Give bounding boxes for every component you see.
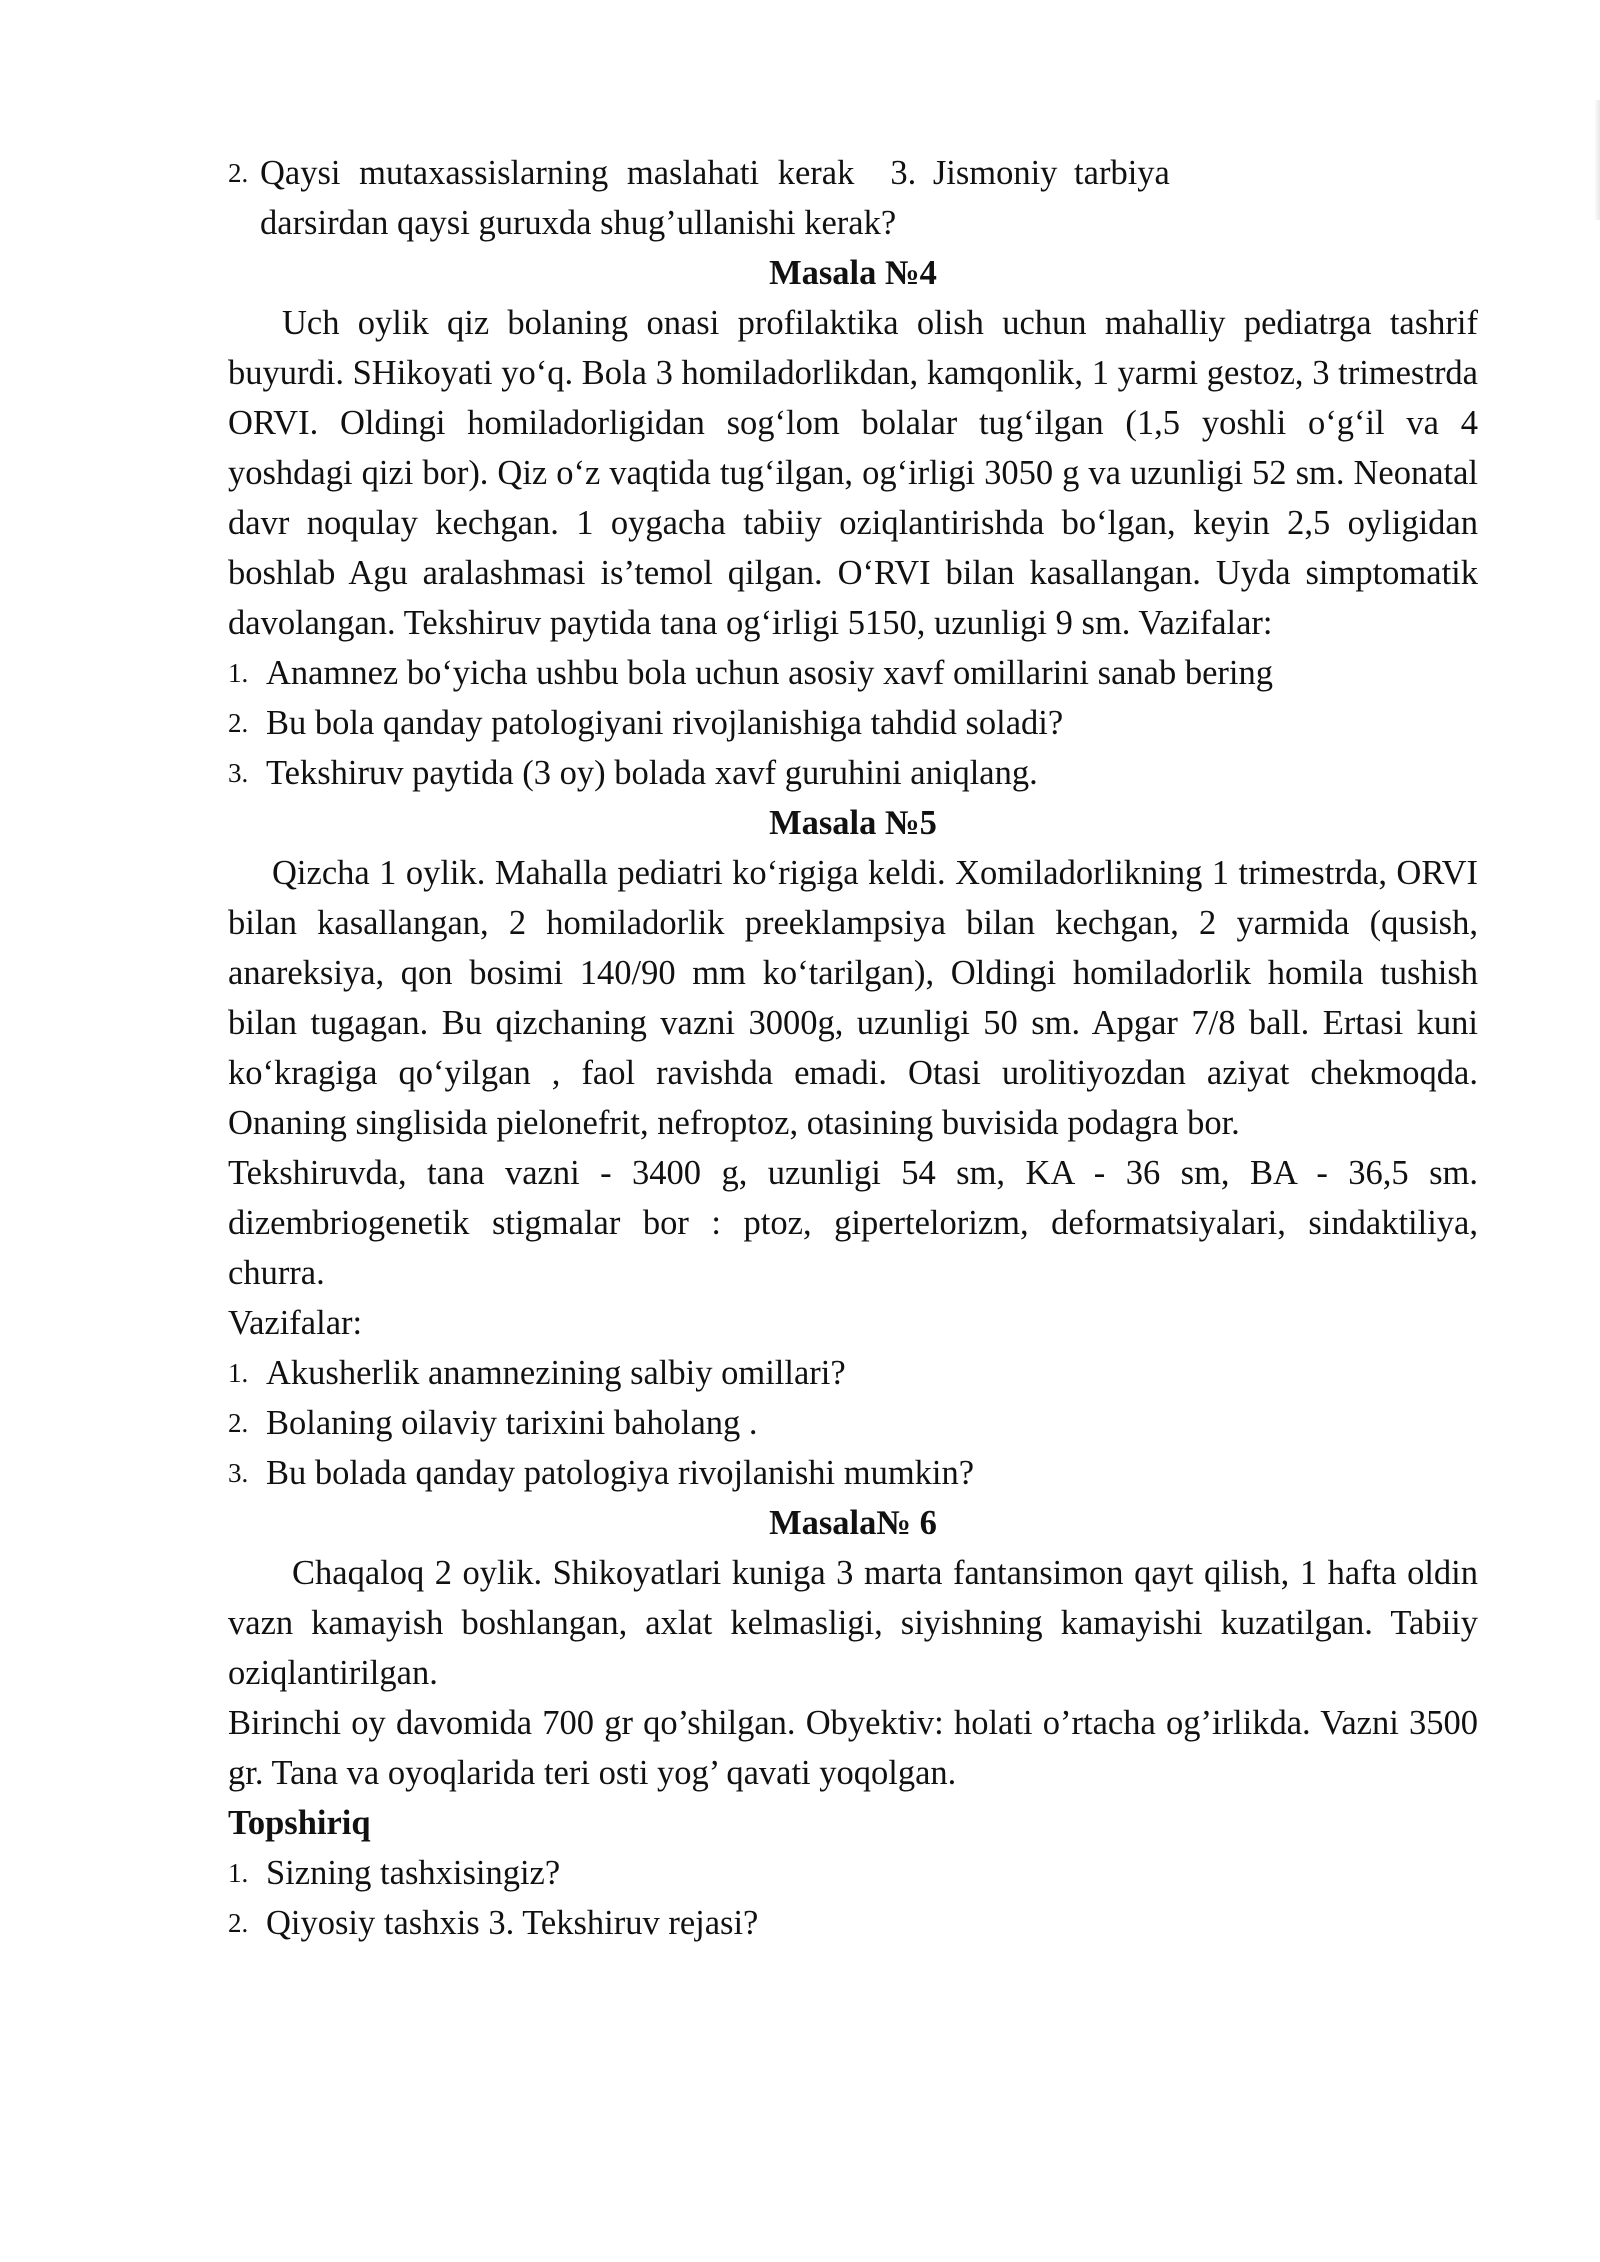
list-number: 2. [228,158,249,188]
list-item-text: Anamnez bo‘yicha ushbu bola uchun asosiy xavf omillarini sanab bering [266,654,1273,692]
list-number: 2. [228,708,249,738]
list-number: 1. [228,1858,249,1888]
list-item-text: Bolaning oilaviy tarixini baholang . [266,1404,758,1442]
list-item [228,1398,1478,1448]
list-number: 3. [228,1458,249,1488]
list-item-continuation: darsirdan qaysi guruxda shug’ullanishi kerak? [260,204,897,242]
list-item [228,1848,1478,1898]
list-number: 1. [228,658,249,688]
masala5-tasks-label: Vazifalar: [228,1304,363,1342]
masala5-body: Qizcha 1 oylik. Mahalla pediatri ko‘rigiga keldi. Xomiladorlikning 1 trimestrda, ORVI bilan kasallangan, 2 homiladorlik preeklampsiya bilan kechgan, 2 yarmida (qusish, anareksiya, qon bosimi 140/90 mm ko‘tarilgan), Oldingi homiladorlik homila tushish bilan tugagan. Bu qizchaning vazni 3000g, uzunligi 50 sm. Apgar 7/8 ball. Ertasi kuni ko‘kragiga qo‘yilgan , faol ravishda emadi. Otasi urolitiyozdan aziyat chekmoqda. Onaning singlisida pielonefrit, nefroptoz, otasining buvisida podagra bor. [228,854,1478,1142]
masala5-exam: Tekshiruvda, tana vazni - 3400 g, uzunligi 54 sm, KA - 36 sm, BA - 36,5 sm. dizembriogenetik stigmalar bor : ptoz, gipertelorizm, deformatsiyalari, sindaktiliya, churra. [228,1154,1478,1292]
document-body [228,148,1478,1948]
masala6-task-list [228,1848,1478,1948]
list-item [228,748,1478,798]
page-edge-shadow [1594,100,1600,220]
list-number: 2. [228,1908,249,1938]
list-number: 2. [228,1408,249,1438]
masala6-title: Masala№ 6 [769,1504,937,1542]
masala5-title: Masala №5 [769,804,937,842]
list-item-text: Qaysi mutaxassislarning maslahati kerak [260,154,855,192]
list-number: 3. [228,758,249,788]
list-item-text: Akusherlik anamnezining salbiy omillari? [266,1354,846,1392]
list-number: 1. [228,1358,249,1388]
list-item [228,1898,1478,1948]
masala6-body2: Birinchi oy davomida 700 gr qo’shilgan. Obyektiv: holati o’rtacha og’irlikda. Vazni 3500 gr. Tana va oyoqlarida teri osti yog’ qavati yoqolgan. [228,1704,1478,1792]
masala6-tasks-label: Topshiriq [228,1804,371,1842]
prev-task-item-2 [228,148,1478,198]
masala4-title: Masala №4 [769,254,937,292]
masala4-body: Uch oylik qiz bolaning onasi profilaktika olish uchun mahalliy pediatrga tashrif buyurdi. SHikoyati yo‘q. Bola 3 homiladorlikdan, kamqonlik, 1 yarmi gestoz, 3 trimestrda ORVI. Oldingi homiladorligidan sog‘lom bolalar tug‘ilgan (1,5 yoshli o‘g‘il va 4 yoshdagi qizi bor). Qiz o‘z vaqtida tug‘ilgan, og‘irligi 3050 g va uzunligi 52 sm. Neonatal davr noqulay kechgan. 1 oygacha tabiiy oziqlantirishda bo‘lgan, keyin 2,5 oyligidan boshlab Agu aralashmasi is’temol qilgan. O‘RVI bilan kasallangan. Uyda simptomatik davolangan. Tekshiruv paytida tana og‘irligi 5150, uzunligi 9 sm. Vazifalar: [228,304,1478,642]
masala6-body: Chaqaloq 2 oylik. Shikoyatlari kuniga 3 marta fantansimon qayt qilish, 1 hafta oldin vazn kamayish boshlangan, axlat kelmasligi, siyishning kamayishi kuzatilgan. Tabiiy oziqlantirilgan. [228,1554,1478,1692]
masala4-task-list [228,648,1478,798]
list-item-text: Tekshiruv paytida (3 oy) bolada xavf guruhini aniqlang. [266,754,1038,792]
list-item [228,698,1478,748]
list-item [228,1448,1478,1498]
list-item-text: Qiyosiy tashxis 3. Tekshiruv rejasi? [266,1904,759,1942]
list-item-text: 3. Jismoniy tarbiya [890,154,1170,192]
masala5-task-list [228,1348,1478,1498]
list-item-text: Bu bola qanday patologiyani rivojlanishiga tahdid soladi? [266,704,1064,742]
list-item [228,1348,1478,1398]
list-item [228,648,1478,698]
list-item-text: Bu bolada qanday patologiya rivojlanishi mumkin? [266,1454,975,1492]
list-item-text: Sizning tashxisingiz? [266,1854,561,1892]
